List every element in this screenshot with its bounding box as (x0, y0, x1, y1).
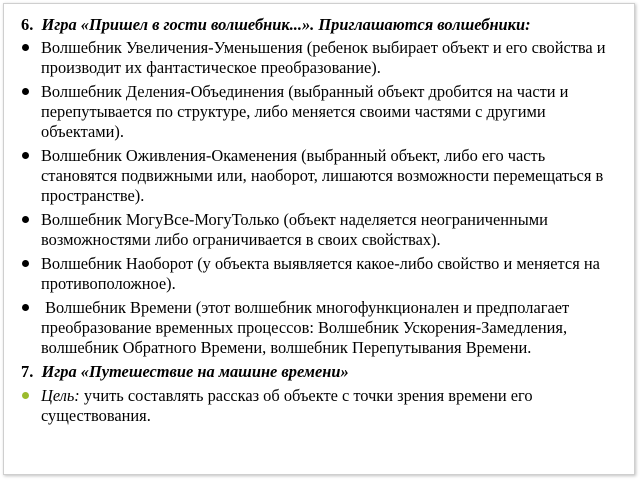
list-item (21, 298, 621, 358)
section-7-heading (21, 362, 621, 382)
goal-label: Цель: (41, 386, 80, 405)
wizard-text: Волшебник Наоборот (у объекта выявляется какое-либо свойство и меняется на противоположное). (41, 254, 600, 293)
section-6-heading (21, 15, 621, 35)
slide-frame (3, 3, 635, 475)
slide-content (21, 15, 621, 426)
list-item (21, 82, 621, 142)
wizard-text: Волшебник Деления-Объединения (выбранный объект дробится на части и перепутывается по структуре, либо меняется своими частями с другими объектами). (41, 82, 569, 141)
list-item (21, 146, 621, 206)
bullet-icon (22, 88, 29, 95)
goal-item (21, 386, 621, 426)
wizard-text: Волшебник Времени (этот волшебник многофункционален и предполагает преобразование временных процессов: Волшебник Ускорения-Замедления, волшебник Обратного Времени, волшебник Перепутывания Времени. (41, 298, 574, 357)
section-7-number: 7. (21, 362, 34, 381)
list-item (21, 38, 621, 78)
wizard-list (21, 38, 621, 358)
goal-text: учить составлять рассказ об объекте с точки зрения времени его существования. (41, 386, 533, 425)
bullet-icon (22, 44, 29, 51)
list-item (21, 254, 621, 294)
list-item (21, 210, 621, 250)
bullet-icon (22, 392, 29, 399)
wizard-text: Волшебник МогуВсе-МогуТолько (объект наделяется неограниченными возможностями либо ограничивается в своих свойствах). (41, 210, 548, 249)
section-6-number: 6. (21, 15, 34, 34)
bullet-icon (22, 260, 29, 267)
bullet-icon (22, 216, 29, 223)
bullet-icon (22, 304, 29, 311)
wizard-text: Волшебник Оживления-Окаменения (выбранный объект, либо его часть становятся подвижными или, наоборот, лишаются возможности перемещаться в пространстве). (41, 146, 604, 205)
section-6-title: Игра «Пришел в гости волшебник...». Приглашаются волшебники: (41, 15, 531, 34)
section-7-title: Игра «Путешествие на машине времени» (41, 362, 349, 381)
wizard-text: Волшебник Увеличения-Уменьшения (ребенок выбирает объект и его свойства и производит их фантастическое преобразование). (41, 38, 606, 77)
bullet-icon (22, 152, 29, 159)
